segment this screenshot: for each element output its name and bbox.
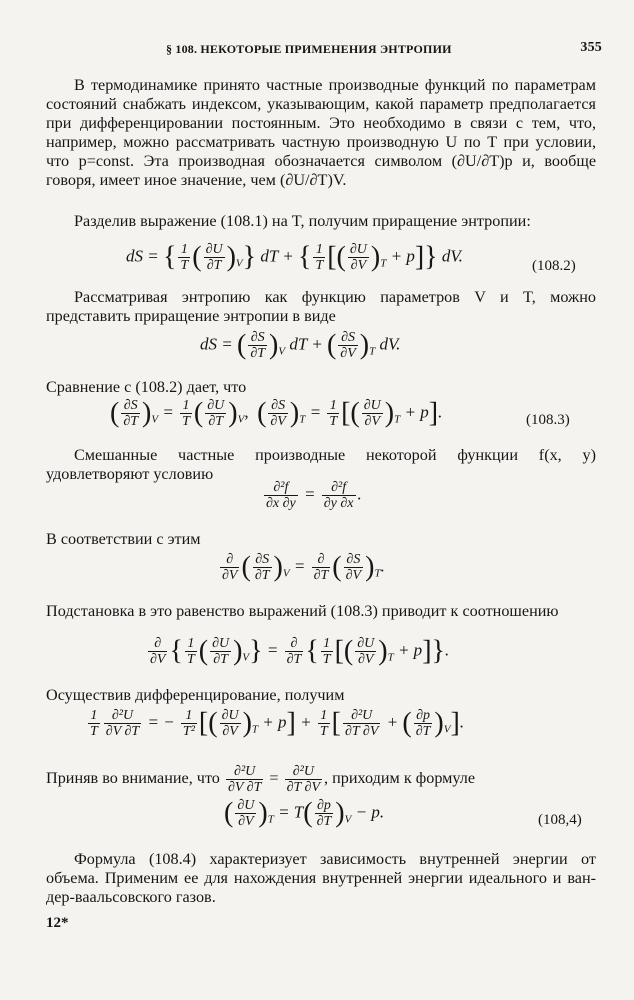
paragraph-10: Формула (108.4) характеризует зависимость внутренней энергии от объема. Применим ее для нахождения внутренней энергии идеального и ван-дер-ваальсовского газов. bbox=[46, 850, 596, 906]
paragraph-9-after: , приходим к формуле bbox=[324, 769, 476, 788]
equation-differentiation: $\frac{1}{T}$ $\frac{\text{∂²U}}{\partial V \partial T}$ = − $\frac{1}{\text{T²}}$ [( $\frac{\partial U}{\partial V}$ )$_T + p$] + $\frac{1}{T}$ [ $\frac{\text{∂²U}}{\partial T \partial V}$ + ( $\frac{\partial p}{\partial T}$ )$_V$]. bbox=[90, 707, 465, 739]
equation-label-108-2: (108.2) bbox=[532, 258, 576, 274]
equation-label-108-4: (108,4) bbox=[538, 812, 582, 828]
paragraph-9: Приняв во внимание, что $\frac{\text{∂²U}}{\partial V \partial T}$ = $\frac{\text{∂²U}}{\partial T \partial V}$ , приходим к формуле bbox=[46, 764, 476, 795]
equation-108-3: ( $\frac{\partial S}{\partial T}$ )$_V$ = $\frac{1}{T}$ ( $\frac{\partial U}{\partial T}$ )$_V$, ( $\frac{\partial S}{\partial V}$ )$_T$ = $\frac{1}{T}$ [( $\frac{\partial U}{\partial V}$ )$_T + p$]. bbox=[110, 397, 443, 429]
paragraph-5: Смешанные частные производные некоторой функции f(x, y) удовлетворяют условию bbox=[46, 446, 596, 483]
paragraph-3: Рассматривая энтропию как функцию параметров V и T, можно представить приращение энтропии в виде bbox=[46, 288, 596, 325]
paragraph-6: В соответствии с этим bbox=[46, 530, 201, 548]
equation-dS-expansion: dS = ( $\frac{\partial S}{\partial T}$ )$_V$ dT + ( $\frac{\partial S}{\partial V}$ )$_T$ dV. bbox=[200, 329, 401, 361]
paragraph-2: Разделив выражение (108.1) на T, получим приращение энтропии: bbox=[74, 212, 531, 230]
paragraph-4: Сравнение с (108.2) дает, что bbox=[46, 378, 247, 396]
equation-substitution: $\frac{\partial}{\partial V}$ { $\frac{1}{T}$ ( $\frac{\partial U}{\partial T}$ )$_V$} = $\frac{\partial}{\partial T}$ { $\frac{1}{T}$ [( $\frac{\partial U}{\partial V}$ )$_T + p$]}. bbox=[150, 635, 450, 667]
paragraph-9-before: Приняв во внимание, что bbox=[46, 769, 220, 788]
paragraph-7: Подстановка в это равенство выражений (108.3) приводит к соотношению bbox=[46, 602, 559, 620]
equation-108-4: ( $\frac{\partial U}{\partial V}$ )$_T = T$( $\frac{\partial p}{\partial T}$ )$_V - p$. bbox=[224, 797, 385, 829]
equation-mixed-partials: $\frac{\text{∂²f}}{\partial x \partial y}$ = $\frac{\text{∂²f}}{\partial y \partial x}$ . bbox=[266, 480, 362, 511]
running-header bbox=[46, 40, 602, 60]
equation-inline-mixed: $\frac{\text{∂²U}}{\partial V \partial T}$ bbox=[227, 764, 262, 795]
signature-mark: 12* bbox=[46, 915, 69, 931]
equation-108-2: dS = { $\frac{1}{T}$ ( $\frac{\partial U}{\partial T}$ )$_V$} dT + { $\frac{1}{T}$ [( $\frac{\partial U}{\partial V}$ )$_T + p$]} dV. bbox=[126, 241, 463, 273]
paragraph-1: В термодинамике принято частные производные функций по параметрам состояний снабжать индексом, указывающим, какой параметр предполагается при дифференцировании постоянным. Это необходимо в связи с тем, что, например, можно рассматривать частную производную U по T при условии, что p=const. Эта производная обозначается символом (∂U/∂T)p и, вообще говоря, имеет иное значение, чем (∂U/∂T)V. bbox=[46, 76, 596, 189]
equation-label-108-3: (108.3) bbox=[526, 412, 570, 428]
equation-symmetry: $\frac{\partial}{\partial V}$ ( $\frac{\partial S}{\partial T}$ )$_V$ = $\frac{\partial}{\partial T}$ ( $\frac{\partial S}{\partial V}$ )$_T$. bbox=[222, 551, 385, 583]
running-title: § 108. НЕКОТОРЫЕ ПРИМЕНЕНИЯ ЭНТРОПИИ bbox=[166, 42, 452, 56]
page-number: 355 bbox=[580, 40, 602, 55]
paragraph-8: Осуществив дифференцирование, получим bbox=[46, 686, 345, 704]
